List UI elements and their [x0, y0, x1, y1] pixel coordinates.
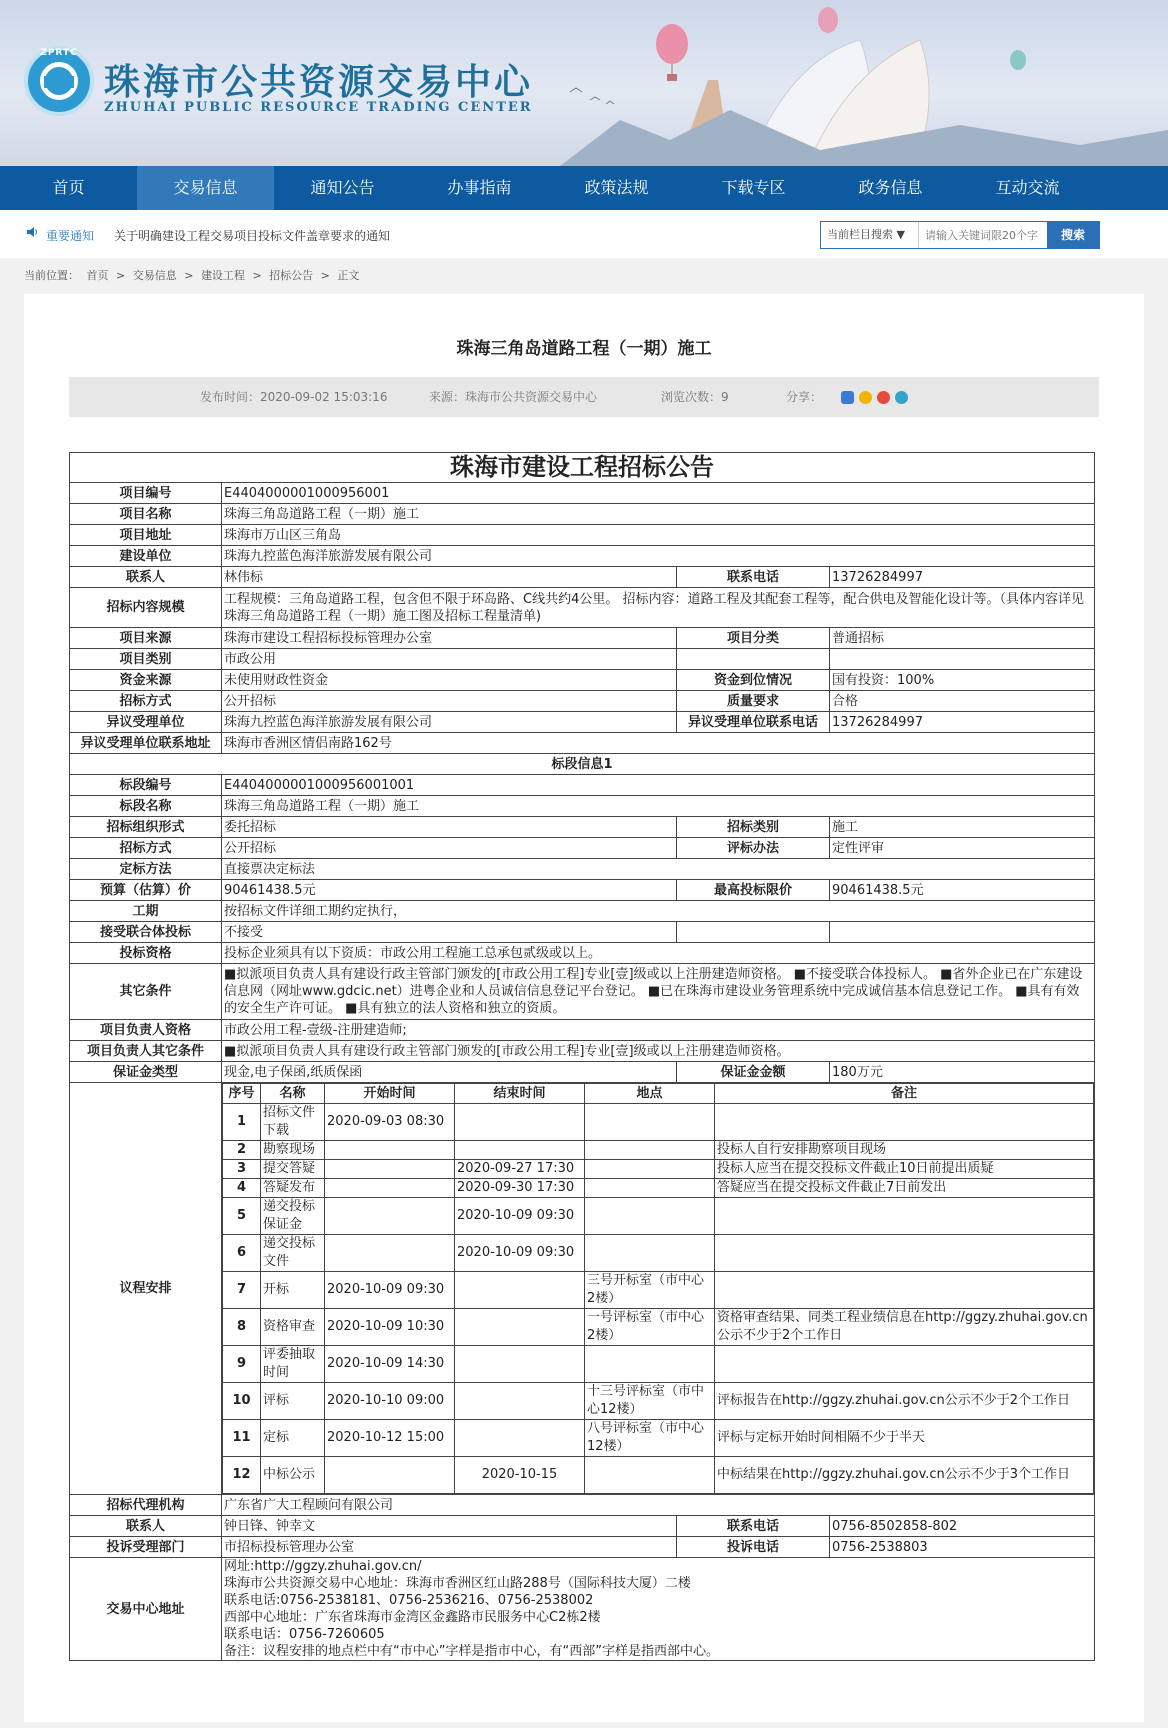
bid-method: 公开招标 [222, 691, 677, 712]
center-line: 联系电话：0756-7260605 [224, 1627, 385, 1642]
field-label: 评标办法 [677, 838, 830, 859]
objection-phone: 13726284997 [830, 712, 1095, 733]
table-caption: 珠海市建设工程招标公告 [70, 453, 1095, 483]
schedule-remark: 评标与定标开始时间相隔不少于半天 [715, 1420, 1094, 1457]
share-star-icon[interactable] [859, 391, 872, 404]
schedule-start: 2020-10-09 14:30 [325, 1346, 455, 1383]
schedule-location [585, 1235, 715, 1272]
field-label: 招标方式 [70, 691, 222, 712]
section-name: 珠海三角岛道路工程（一期）施工 [222, 796, 1095, 817]
complaint-phone: 0756-2538803 [830, 1537, 1095, 1558]
header-illustration [560, 0, 1168, 166]
schedule-remark [715, 1198, 1094, 1235]
nav-trading-info[interactable]: 交易信息 [137, 166, 274, 210]
schedule-end [455, 1309, 585, 1346]
article-source: 来源：珠海市公共资源交易中心 [429, 390, 598, 404]
breadcrumb-separator: > [320, 269, 330, 282]
schedule-no: 2 [223, 1141, 261, 1160]
field-label: 定标方法 [70, 859, 222, 880]
max-price: 90461438.5元 [830, 880, 1095, 901]
schedule-start [325, 1198, 455, 1235]
schedule-name: 资格审查 [261, 1309, 325, 1346]
field-label: 联系电话 [677, 567, 830, 588]
schedule-header: 结束时间 [455, 1084, 585, 1104]
bid-notice-table [69, 452, 1095, 1661]
notice-bar [0, 210, 1168, 258]
schedule-end [455, 1383, 585, 1420]
bid-scope: 工程规模：三角岛道路工程，包含但不限于环岛路、C线共约4公里。 招标内容：道路工程及其配套工程等，配合供电及智能化设计等。（具体内容详见珠海三角岛道路工程（一期）施工图及招标工程量清单) [222, 588, 1095, 628]
schedule-row [223, 1346, 1094, 1383]
field-label: 招标内容规模 [70, 588, 222, 628]
fund-rate: 国有投资：100% [830, 670, 1095, 691]
schedule-remark: 投标人自行安排勘察项目现场 [715, 1141, 1094, 1160]
center-address [222, 1558, 1095, 1661]
schedule-start: 2020-10-09 10:30 [325, 1309, 455, 1346]
notice-link[interactable]: 关于明确建设工程交易项目投标文件盖章要求的通知 [114, 229, 391, 243]
schedule-row [223, 1160, 1094, 1179]
schedule-no: 9 [223, 1346, 261, 1383]
article-meta [69, 377, 1099, 417]
schedule-header: 备注 [715, 1084, 1094, 1104]
bid-org-form: 委托招标 [222, 817, 677, 838]
field-label: 项目名称 [70, 504, 222, 525]
breadcrumb-separator: > [252, 269, 262, 282]
schedule-name: 递交投标保证金 [261, 1198, 325, 1235]
schedule-name: 提交答疑 [261, 1160, 325, 1179]
field-label: 项目编号 [70, 483, 222, 504]
schedule-end [455, 1420, 585, 1457]
header-banner [0, 0, 1168, 166]
phone: 13726284997 [830, 567, 1095, 588]
share-weibo-icon[interactable] [877, 391, 890, 404]
field-label: 联系电话 [677, 1516, 830, 1537]
site-logo[interactable]: ZPRTC [24, 46, 94, 116]
complaint-dept: 市招标投标管理办公室 [222, 1537, 677, 1558]
project-type: 市政公用 [222, 649, 677, 670]
schedule-end: 2020-09-30 17:30 [455, 1179, 585, 1198]
section-title: 标段信息1 [70, 754, 1095, 775]
schedule-start: 2020-10-12 15:00 [325, 1420, 455, 1457]
schedule-start [325, 1457, 455, 1494]
article-title: 珠海三角岛道路工程（一期）施工 [456, 339, 712, 359]
schedule-end [455, 1104, 585, 1141]
center-line: 珠海市公共资源交易中心地址：珠海市香洲区红山路288号（国际科技大厦）二楼 [224, 1576, 691, 1591]
schedule-end [455, 1272, 585, 1309]
schedule-no: 3 [223, 1160, 261, 1179]
schedule-name: 中标公示 [261, 1457, 325, 1494]
schedule-location: 八号评标室（市中心12楼） [585, 1420, 715, 1457]
nav-guide[interactable]: 办事指南 [447, 178, 512, 197]
objection-unit: 珠海九控蓝色海洋旅游发展有限公司 [222, 712, 677, 733]
center-website[interactable]: 网址:http://ggzy.zhuhai.gov.cn/ [224, 1559, 422, 1574]
field-label: 工期 [70, 901, 222, 922]
nav-policy[interactable]: 政策法规 [584, 178, 649, 197]
field-label: 招标类别 [677, 817, 830, 838]
schedule-remark [715, 1346, 1094, 1383]
schedule-remark [715, 1235, 1094, 1272]
search-button[interactable]: 搜索 [1047, 222, 1099, 248]
schedule-no: 12 [223, 1457, 261, 1494]
breadcrumb-bid-notice[interactable]: 招标公告 [269, 269, 314, 282]
field-label: 保证金金额 [677, 1062, 830, 1083]
schedule-no: 6 [223, 1235, 261, 1272]
breadcrumb-construction[interactable]: 建设工程 [200, 269, 245, 282]
bond-amount: 180万元 [830, 1062, 1095, 1083]
field-label: 项目分类 [677, 628, 830, 649]
schedule-name: 招标文件下载 [261, 1104, 325, 1141]
field-label: 投诉电话 [677, 1537, 830, 1558]
schedule-remark [715, 1272, 1094, 1309]
schedule-no: 4 [223, 1179, 261, 1198]
field-label: 标段编号 [70, 775, 222, 796]
breadcrumb-trading-info[interactable]: 交易信息 [132, 269, 177, 282]
schedule-row [223, 1309, 1094, 1346]
decide-method: 直接票决定标法 [222, 859, 1095, 880]
field-label: 投标资格 [70, 943, 222, 964]
field-label: 建设单位 [70, 546, 222, 567]
view-count: 浏览次数：9 [661, 390, 729, 404]
schedule-start: 2020-10-10 09:00 [325, 1383, 455, 1420]
search-scope-select[interactable]: 当前栏目搜索 ▼ [821, 222, 919, 248]
schedule-remark: 投标人应当在提交投标文件截止10日前提出质疑 [715, 1160, 1094, 1179]
schedule-remark [715, 1104, 1094, 1141]
field-label: 招标组织形式 [70, 817, 222, 838]
article-content [24, 294, 1144, 1722]
schedule-remark: 资格审查结果、同类工程业绩信息在http://ggzy.zhuhai.gov.cn公示不少于2个工作日 [715, 1309, 1094, 1346]
site-name-en: ZHUHAI PUBLIC RESOURCE TRADING CENTER [104, 100, 533, 115]
schedule-row [223, 1272, 1094, 1309]
schedule-start: 2020-10-09 09:30 [325, 1272, 455, 1309]
center-line: 西部中心地址：广东省珠海市金湾区金鑫路市民服务中心C2栋2楼 [224, 1610, 601, 1625]
field-label: 异议受理单位联系电话 [677, 712, 830, 733]
other-conditions: ■拟派项目负责人具有建设行政主管部门颁发的[市政公用工程]专业[壹]级或以上注册建造师资格。 ■不接受联合体投标人。 ■省外企业已在广东建设信息网（网址www.gdcic.net）进粤企业和人员诚信信息登记平台登记。 ■已在珠海市建设业务管理系统中完成诚信基本信息登记工作。 ■具有有效的安全生产许可证。 ■具有独立的法人资格和独立的资质。 [222, 964, 1095, 1020]
share-label: 分享： [786, 390, 823, 404]
nav-downloads[interactable]: 下载专区 [721, 178, 786, 197]
bid-method-2: 公开招标 [222, 838, 677, 859]
schedule-end: 2020-10-09 09:30 [455, 1198, 585, 1235]
agent-contact: 钟日锋、钟幸文 [222, 1516, 677, 1537]
qualification: 投标企业须具有以下资质：市政公用工程施工总承包贰级或以上。 [222, 943, 1095, 964]
schedule-start [325, 1160, 455, 1179]
field-label: 项目负责人其它条件 [70, 1041, 222, 1062]
center-line: 备注：议程安排的地点栏中有“市中心”字样是指市中心，有“西部”字样是指西部中心。 [224, 1644, 719, 1659]
schedule-row [223, 1198, 1094, 1235]
field-label: 异议受理单位 [70, 712, 222, 733]
schedule-start: 2020-09-03 08:30 [325, 1104, 455, 1141]
schedule-row [223, 1104, 1094, 1141]
bond-type: 现金,电子保函,纸质保函 [222, 1062, 677, 1083]
budget: 90461438.5元 [222, 880, 677, 901]
nav-notices[interactable]: 通知公告 [310, 178, 375, 197]
center-line: 联系电话:0756-2538181、0756-2536216、0756-2538002 [224, 1593, 594, 1608]
project-name: 珠海三角岛道路工程（一期）施工 [222, 504, 1095, 525]
share-tencent-icon[interactable] [895, 391, 908, 404]
fund-source: 未使用财政性资金 [222, 670, 677, 691]
field-label: 联系人 [70, 1516, 222, 1537]
schedule-start [325, 1141, 455, 1160]
schedule-remark: 评标报告在http://ggzy.zhuhai.gov.cn公示不少于2个工作日 [715, 1383, 1094, 1420]
schedule-header: 开始时间 [325, 1084, 455, 1104]
schedule-no: 5 [223, 1198, 261, 1235]
schedule-header: 地点 [585, 1084, 715, 1104]
breadcrumb-current: 正文 [337, 269, 360, 282]
field-label: 最高投标限价 [677, 880, 830, 901]
schedule-location [585, 1457, 715, 1494]
notice-label: 重要通知 [46, 229, 95, 243]
breadcrumb-separator: > [184, 269, 194, 282]
schedule-location [585, 1198, 715, 1235]
schedule-header: 名称 [261, 1084, 325, 1104]
schedule-location: 一号评标室（市中心2楼） [585, 1309, 715, 1346]
schedule-end [455, 1346, 585, 1383]
field-label: 交易中心地址 [70, 1558, 222, 1661]
project-origin: 珠海市建设工程招标投标管理办公室 [222, 628, 677, 649]
period: 按招标文件详细工期约定执行， [222, 901, 1095, 922]
nav-gov-info[interactable]: 政务信息 [858, 178, 923, 197]
schedule-location [585, 1141, 715, 1160]
bid-category: 施工 [830, 817, 1095, 838]
project-address: 珠海市万山区三角岛 [222, 525, 1095, 546]
schedule-remark: 答疑应当在提交投标文件截止7日前发出 [715, 1179, 1094, 1198]
nav-home[interactable]: 首页 [52, 178, 85, 197]
schedule-end: 2020-10-15 [455, 1457, 585, 1494]
speaker-icon [26, 226, 38, 238]
schedule-name: 勘察现场 [261, 1141, 325, 1160]
schedule-name: 评委抽取时间 [261, 1346, 325, 1383]
chevron-down-icon: ▼ [896, 228, 905, 241]
schedule-row [223, 1383, 1094, 1420]
agent-phone: 0756-8502858-802 [830, 1516, 1095, 1537]
field-label: 预算（估算）价 [70, 880, 222, 901]
project-no: E4404000001000956001 [222, 483, 1095, 504]
schedule-end: 2020-10-09 09:30 [455, 1235, 585, 1272]
schedule-no: 7 [223, 1272, 261, 1309]
publish-time: 发布时间：2020-09-02 15:03:16 [200, 390, 388, 404]
schedule-name: 开标 [261, 1272, 325, 1309]
schedule-name: 评标 [261, 1383, 325, 1420]
breadcrumb-label: 当前位置： [24, 269, 79, 282]
breadcrumb [0, 258, 1168, 294]
schedule-name: 递交投标文件 [261, 1235, 325, 1272]
schedule-no: 11 [223, 1420, 261, 1457]
pm-qualification: 市政公用工程-壹级-注册建造师; [222, 1020, 1095, 1041]
site-name: 珠海市公共资源交易中心 [104, 61, 534, 103]
schedule-row [223, 1420, 1094, 1457]
breadcrumb-home[interactable]: 首页 [86, 269, 109, 282]
search-box [820, 221, 1100, 249]
agent: 广东省广大工程顾问有限公司 [222, 1495, 1095, 1516]
field-label: 其它条件 [70, 964, 222, 1020]
schedule-table [222, 1083, 1094, 1494]
joint-bid: 不接受 [222, 922, 677, 943]
section-no: E4404000001000956001001 [222, 775, 1095, 796]
field-label: 联系人 [70, 567, 222, 588]
contact: 林伟标 [222, 567, 677, 588]
schedule-row [223, 1235, 1094, 1272]
schedule-row [223, 1179, 1094, 1198]
field-label: 标段名称 [70, 796, 222, 817]
eval-method: 定性评审 [830, 838, 1095, 859]
schedule-location [585, 1160, 715, 1179]
field-label: 项目类别 [70, 649, 222, 670]
search-input[interactable] [919, 222, 1047, 248]
schedule-no: 1 [223, 1104, 261, 1141]
project-category: 普通招标 [830, 628, 1095, 649]
schedule-start [325, 1235, 455, 1272]
schedule-cell [222, 1083, 1095, 1495]
schedule-name: 定标 [261, 1420, 325, 1457]
field-label: 质量要求 [677, 691, 830, 712]
schedule-location [585, 1104, 715, 1141]
schedule-start [325, 1179, 455, 1198]
field-label: 项目地址 [70, 525, 222, 546]
schedule-end: 2020-09-27 17:30 [455, 1160, 585, 1179]
field-label: 招标方式 [70, 838, 222, 859]
field-label: 异议受理单位联系地址 [70, 733, 222, 754]
objection-address: 珠海市香洲区情侣南路162号 [222, 733, 1095, 754]
schedule-header: 序号 [223, 1084, 261, 1104]
schedule-remark: 中标结果在http://ggzy.zhuhai.gov.cn公示不少于3个工作日 [715, 1457, 1094, 1494]
main-nav [0, 166, 1168, 210]
field-label: 项目负责人资格 [70, 1020, 222, 1041]
schedule-location [585, 1179, 715, 1198]
breadcrumb-separator: > [116, 269, 126, 282]
schedule-row [223, 1457, 1094, 1494]
field-label: 投诉受理部门 [70, 1537, 222, 1558]
schedule-end [455, 1141, 585, 1160]
builder: 珠海九控蓝色海洋旅游发展有限公司 [222, 546, 1095, 567]
pm-other: ■拟派项目负责人具有建设行政主管部门颁发的[市政公用工程]专业[壹]级或以上注册建造师资格。 [222, 1041, 1095, 1062]
field-label: 保证金类型 [70, 1062, 222, 1083]
schedule-no: 10 [223, 1383, 261, 1420]
quality: 合格 [830, 691, 1095, 712]
share-plus-icon[interactable] [841, 391, 854, 404]
schedule-name: 答疑发布 [261, 1179, 325, 1198]
schedule-location: 三号开标室（市中心2楼） [585, 1272, 715, 1309]
schedule-location [585, 1346, 715, 1383]
field-label: 接受联合体投标 [70, 922, 222, 943]
schedule-no: 8 [223, 1309, 261, 1346]
field-label: 招标代理机构 [70, 1495, 222, 1516]
nav-interaction[interactable]: 互动交流 [995, 178, 1060, 197]
schedule-row [223, 1141, 1094, 1160]
field-label: 资金到位情况 [677, 670, 830, 691]
field-label: 资金来源 [70, 670, 222, 691]
field-label: 议程安排 [70, 1083, 222, 1495]
schedule-location: 十三号评标室（市中心12楼） [585, 1383, 715, 1420]
field-label: 项目来源 [70, 628, 222, 649]
